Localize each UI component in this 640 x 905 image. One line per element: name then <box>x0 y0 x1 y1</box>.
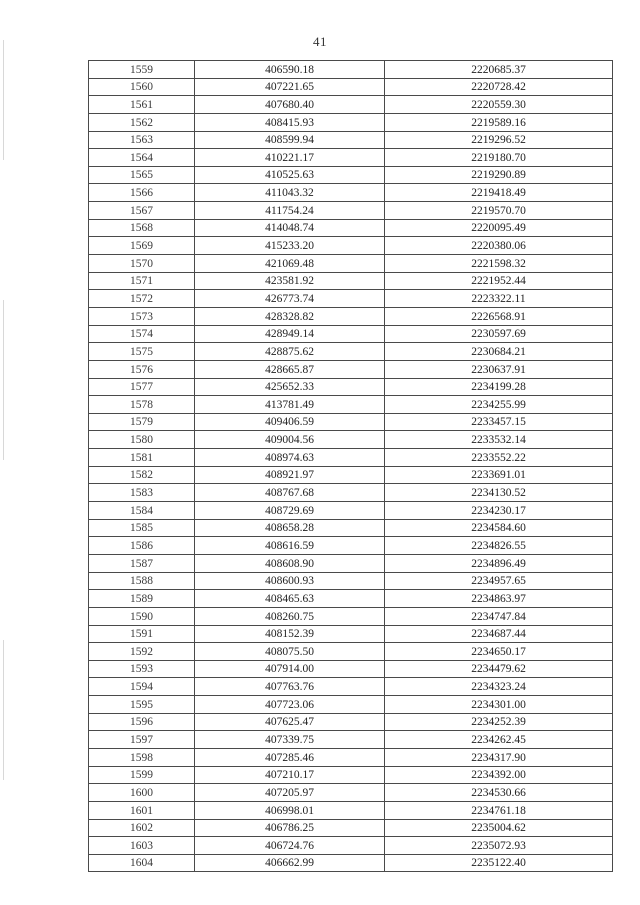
x-coordinate-cell: 421069.48 <box>195 255 385 273</box>
y-coordinate-cell: 2219589.16 <box>385 113 613 131</box>
point-number-cell: 1599 <box>89 766 195 784</box>
coordinate-table-body <box>89 61 613 872</box>
table-row <box>89 449 613 467</box>
x-coordinate-cell: 406998.01 <box>195 801 385 819</box>
x-coordinate-cell: 408658.28 <box>195 519 385 537</box>
page-number: 41 <box>313 34 327 49</box>
x-coordinate-cell: 406786.25 <box>195 819 385 837</box>
scan-edge-mark <box>3 640 4 780</box>
scan-edge-mark <box>3 40 4 160</box>
table-row <box>89 748 613 766</box>
point-number-cell: 1593 <box>89 660 195 678</box>
table-row <box>89 519 613 537</box>
y-coordinate-cell: 2219570.70 <box>385 202 613 220</box>
table-row <box>89 590 613 608</box>
point-number-cell: 1573 <box>89 307 195 325</box>
point-number-cell: 1604 <box>89 854 195 872</box>
y-coordinate-cell: 2233457.15 <box>385 413 613 431</box>
table-row <box>89 837 613 855</box>
y-coordinate-cell: 2234262.45 <box>385 731 613 749</box>
point-number-cell: 1595 <box>89 696 195 714</box>
point-number-cell: 1598 <box>89 748 195 766</box>
y-coordinate-cell: 2226568.91 <box>385 307 613 325</box>
table-row <box>89 713 613 731</box>
table-row <box>89 537 613 555</box>
table-row <box>89 766 613 784</box>
y-coordinate-cell: 2234392.00 <box>385 766 613 784</box>
x-coordinate-cell: 407339.75 <box>195 731 385 749</box>
point-number-cell: 1567 <box>89 202 195 220</box>
x-coordinate-cell: 428328.82 <box>195 307 385 325</box>
coordinate-table <box>88 60 613 872</box>
y-coordinate-cell: 2220728.42 <box>385 78 613 96</box>
point-number-cell: 1572 <box>89 290 195 308</box>
x-coordinate-cell: 426773.74 <box>195 290 385 308</box>
table-row <box>89 255 613 273</box>
y-coordinate-cell: 2223322.11 <box>385 290 613 308</box>
point-number-cell: 1597 <box>89 731 195 749</box>
y-coordinate-cell: 2234530.66 <box>385 784 613 802</box>
y-coordinate-cell: 2234584.60 <box>385 519 613 537</box>
point-number-cell: 1580 <box>89 431 195 449</box>
table-row <box>89 166 613 184</box>
x-coordinate-cell: 409406.59 <box>195 413 385 431</box>
point-number-cell: 1576 <box>89 360 195 378</box>
table-row <box>89 854 613 872</box>
table-row <box>89 202 613 220</box>
x-coordinate-cell: 423581.92 <box>195 272 385 290</box>
y-coordinate-cell: 2234747.84 <box>385 607 613 625</box>
table-row <box>89 696 613 714</box>
table-row <box>89 502 613 520</box>
x-coordinate-cell: 406590.18 <box>195 61 385 79</box>
point-number-cell: 1582 <box>89 466 195 484</box>
table-row <box>89 149 613 167</box>
point-number-cell: 1574 <box>89 325 195 343</box>
point-number-cell: 1561 <box>89 96 195 114</box>
point-number-cell: 1568 <box>89 219 195 237</box>
x-coordinate-cell: 407221.65 <box>195 78 385 96</box>
x-coordinate-cell: 407680.40 <box>195 96 385 114</box>
y-coordinate-cell: 2234230.17 <box>385 502 613 520</box>
point-number-cell: 1563 <box>89 131 195 149</box>
point-number-cell: 1578 <box>89 396 195 414</box>
point-number-cell: 1586 <box>89 537 195 555</box>
point-number-cell: 1583 <box>89 484 195 502</box>
table-row <box>89 378 613 396</box>
table-row <box>89 660 613 678</box>
point-number-cell: 1581 <box>89 449 195 467</box>
x-coordinate-cell: 406662.99 <box>195 854 385 872</box>
table-row <box>89 96 613 114</box>
point-number-cell: 1560 <box>89 78 195 96</box>
y-coordinate-cell: 2220559.30 <box>385 96 613 114</box>
y-coordinate-cell: 2220380.06 <box>385 237 613 255</box>
point-number-cell: 1587 <box>89 554 195 572</box>
x-coordinate-cell: 407210.17 <box>195 766 385 784</box>
table-row <box>89 572 613 590</box>
x-coordinate-cell: 407205.97 <box>195 784 385 802</box>
point-number-cell: 1570 <box>89 255 195 273</box>
point-number-cell: 1562 <box>89 113 195 131</box>
point-number-cell: 1577 <box>89 378 195 396</box>
x-coordinate-cell: 407763.76 <box>195 678 385 696</box>
x-coordinate-cell: 411754.24 <box>195 202 385 220</box>
y-coordinate-cell: 2230597.69 <box>385 325 613 343</box>
x-coordinate-cell: 428949.14 <box>195 325 385 343</box>
point-number-cell: 1592 <box>89 643 195 661</box>
y-coordinate-cell: 2234957.65 <box>385 572 613 590</box>
y-coordinate-cell: 2234687.44 <box>385 625 613 643</box>
table-row <box>89 819 613 837</box>
table-row <box>89 396 613 414</box>
y-coordinate-cell: 2219180.70 <box>385 149 613 167</box>
y-coordinate-cell: 2234479.62 <box>385 660 613 678</box>
y-coordinate-cell: 2220095.49 <box>385 219 613 237</box>
table-row <box>89 78 613 96</box>
x-coordinate-cell: 411043.32 <box>195 184 385 202</box>
table-row <box>89 678 613 696</box>
table-row <box>89 801 613 819</box>
y-coordinate-cell: 2233691.01 <box>385 466 613 484</box>
y-coordinate-cell: 2219290.89 <box>385 166 613 184</box>
point-number-cell: 1602 <box>89 819 195 837</box>
table-row <box>89 554 613 572</box>
x-coordinate-cell: 415233.20 <box>195 237 385 255</box>
table-row <box>89 484 613 502</box>
y-coordinate-cell: 2234199.28 <box>385 378 613 396</box>
x-coordinate-cell: 413781.49 <box>195 396 385 414</box>
table-row <box>89 325 613 343</box>
point-number-cell: 1585 <box>89 519 195 537</box>
point-number-cell: 1596 <box>89 713 195 731</box>
x-coordinate-cell: 408729.69 <box>195 502 385 520</box>
y-coordinate-cell: 2234255.99 <box>385 396 613 414</box>
x-coordinate-cell: 407914.00 <box>195 660 385 678</box>
y-coordinate-cell: 2233532.14 <box>385 431 613 449</box>
scan-edge-mark <box>3 300 4 460</box>
point-number-cell: 1565 <box>89 166 195 184</box>
table-row <box>89 431 613 449</box>
x-coordinate-cell: 408599.94 <box>195 131 385 149</box>
table-row <box>89 272 613 290</box>
y-coordinate-cell: 2233552.22 <box>385 449 613 467</box>
y-coordinate-cell: 2234761.18 <box>385 801 613 819</box>
y-coordinate-cell: 2234896.49 <box>385 554 613 572</box>
y-coordinate-cell: 2235072.93 <box>385 837 613 855</box>
y-coordinate-cell: 2234301.00 <box>385 696 613 714</box>
x-coordinate-cell: 407285.46 <box>195 748 385 766</box>
table-row <box>89 466 613 484</box>
x-coordinate-cell: 408465.63 <box>195 590 385 608</box>
x-coordinate-cell: 428665.87 <box>195 360 385 378</box>
table-row <box>89 237 613 255</box>
point-number-cell: 1564 <box>89 149 195 167</box>
y-coordinate-cell: 2234130.52 <box>385 484 613 502</box>
point-number-cell: 1594 <box>89 678 195 696</box>
point-number-cell: 1566 <box>89 184 195 202</box>
point-number-cell: 1569 <box>89 237 195 255</box>
y-coordinate-cell: 2234863.97 <box>385 590 613 608</box>
table-row <box>89 113 613 131</box>
x-coordinate-cell: 406724.76 <box>195 837 385 855</box>
y-coordinate-cell: 2234252.39 <box>385 713 613 731</box>
point-number-cell: 1603 <box>89 837 195 855</box>
x-coordinate-cell: 407723.06 <box>195 696 385 714</box>
x-coordinate-cell: 408260.75 <box>195 607 385 625</box>
table-row <box>89 784 613 802</box>
point-number-cell: 1584 <box>89 502 195 520</box>
point-number-cell: 1591 <box>89 625 195 643</box>
y-coordinate-cell: 2220685.37 <box>385 61 613 79</box>
y-coordinate-cell: 2230637.91 <box>385 360 613 378</box>
x-coordinate-cell: 408608.90 <box>195 554 385 572</box>
y-coordinate-cell: 2234317.90 <box>385 748 613 766</box>
table-row <box>89 184 613 202</box>
point-number-cell: 1589 <box>89 590 195 608</box>
x-coordinate-cell: 408415.93 <box>195 113 385 131</box>
x-coordinate-cell: 407625.47 <box>195 713 385 731</box>
x-coordinate-cell: 408075.50 <box>195 643 385 661</box>
point-number-cell: 1601 <box>89 801 195 819</box>
x-coordinate-cell: 410525.63 <box>195 166 385 184</box>
x-coordinate-cell: 408152.39 <box>195 625 385 643</box>
table-row <box>89 625 613 643</box>
table-row <box>89 131 613 149</box>
point-number-cell: 1579 <box>89 413 195 431</box>
table-row <box>89 343 613 361</box>
x-coordinate-cell: 408616.59 <box>195 537 385 555</box>
x-coordinate-cell: 425652.33 <box>195 378 385 396</box>
coordinate-table-container <box>88 60 612 872</box>
y-coordinate-cell: 2221952.44 <box>385 272 613 290</box>
table-row <box>89 413 613 431</box>
y-coordinate-cell: 2230684.21 <box>385 343 613 361</box>
table-row <box>89 360 613 378</box>
table-row <box>89 643 613 661</box>
point-number-cell: 1590 <box>89 607 195 625</box>
x-coordinate-cell: 408767.68 <box>195 484 385 502</box>
x-coordinate-cell: 408921.97 <box>195 466 385 484</box>
point-number-cell: 1559 <box>89 61 195 79</box>
point-number-cell: 1575 <box>89 343 195 361</box>
point-number-cell: 1571 <box>89 272 195 290</box>
y-coordinate-cell: 2234650.17 <box>385 643 613 661</box>
table-row <box>89 219 613 237</box>
y-coordinate-cell: 2219418.49 <box>385 184 613 202</box>
table-row <box>89 290 613 308</box>
x-coordinate-cell: 410221.17 <box>195 149 385 167</box>
x-coordinate-cell: 408600.93 <box>195 572 385 590</box>
table-row <box>89 731 613 749</box>
y-coordinate-cell: 2235004.62 <box>385 819 613 837</box>
table-row <box>89 607 613 625</box>
x-coordinate-cell: 428875.62 <box>195 343 385 361</box>
y-coordinate-cell: 2234323.24 <box>385 678 613 696</box>
point-number-cell: 1600 <box>89 784 195 802</box>
x-coordinate-cell: 409004.56 <box>195 431 385 449</box>
table-row <box>89 61 613 79</box>
y-coordinate-cell: 2235122.40 <box>385 854 613 872</box>
y-coordinate-cell: 2234826.55 <box>385 537 613 555</box>
point-number-cell: 1588 <box>89 572 195 590</box>
y-coordinate-cell: 2219296.52 <box>385 131 613 149</box>
x-coordinate-cell: 408974.63 <box>195 449 385 467</box>
y-coordinate-cell: 2221598.32 <box>385 255 613 273</box>
table-row <box>89 307 613 325</box>
x-coordinate-cell: 414048.74 <box>195 219 385 237</box>
